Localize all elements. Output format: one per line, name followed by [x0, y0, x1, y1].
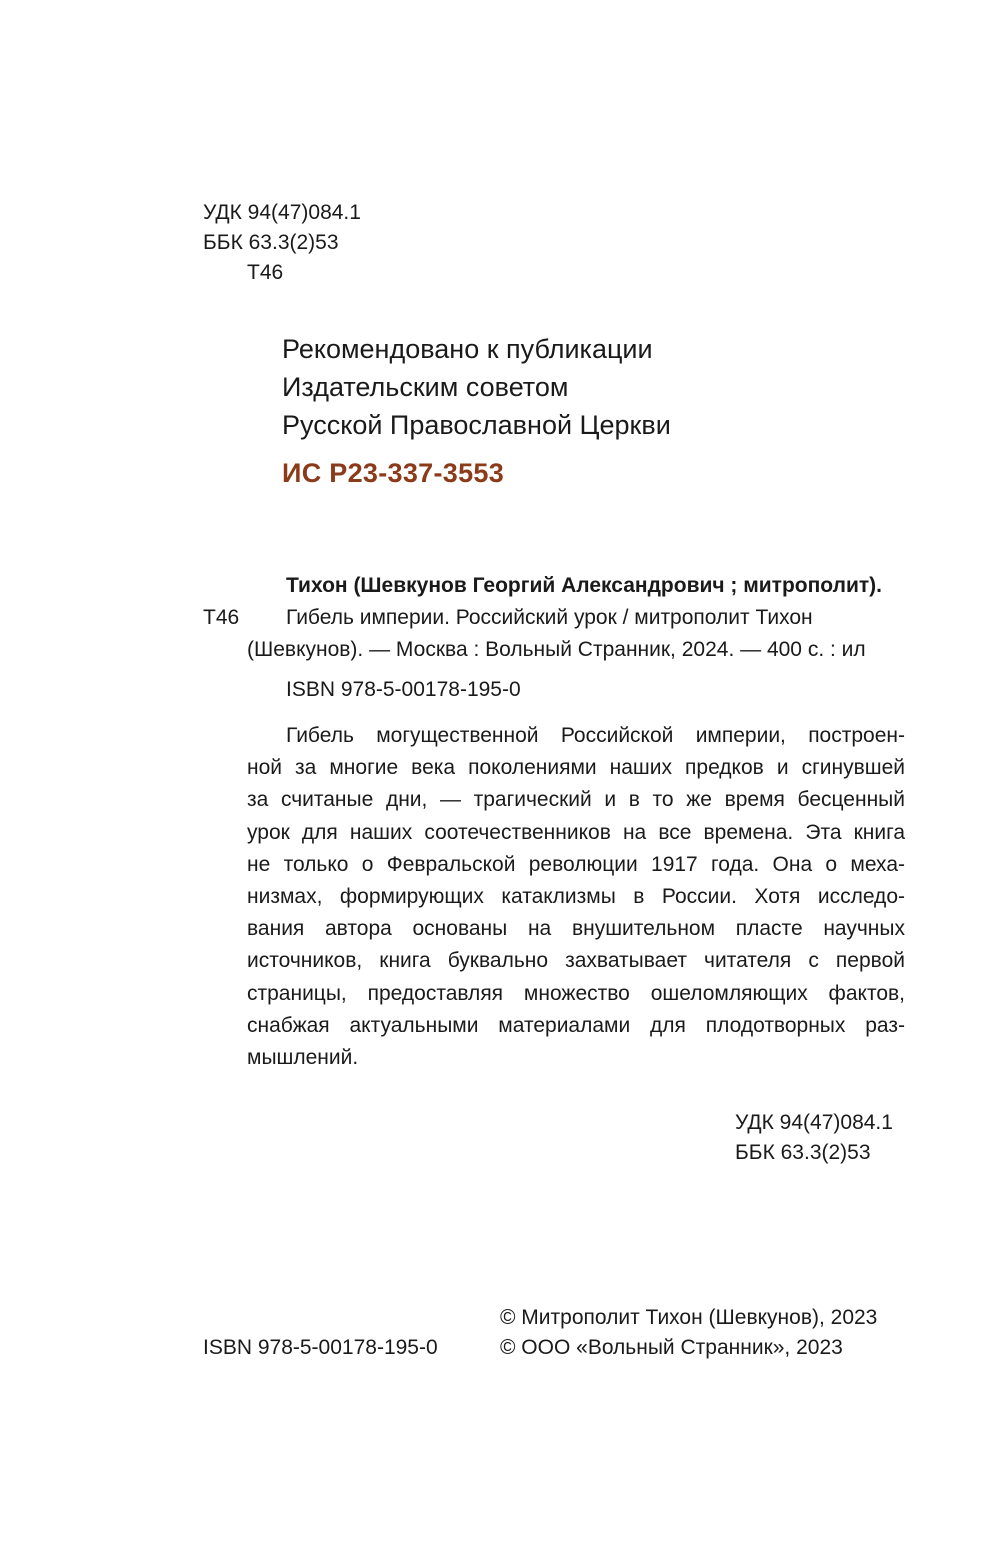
catalog-author: Тихон (Шевкунов Георгий Александрович ; митрополит). — [286, 574, 882, 597]
copyright-publisher: © ООО «Вольный Странник», 2023 — [500, 1336, 843, 1359]
catalog-entry — [247, 570, 905, 706]
catalog-isbn: ISBN 978-5-00178-195-0 — [286, 678, 521, 701]
annotation-line: за считаные дни, — трагический и в то же время бесценный — [247, 788, 905, 812]
catalog-author-sign: Т46 — [203, 606, 240, 629]
header-udk-code: УДК 94(47)084.1 — [203, 201, 361, 224]
annotation-line: источников, книга буквально захватывает читателя с первой — [247, 949, 905, 973]
recommendation-line-3: Русской Православной Церкви — [282, 410, 671, 440]
footer-classification-codes — [735, 1108, 893, 1168]
annotation-line: урок для наших соотечественников на все времена. Эта книга — [247, 820, 905, 844]
header-classification-codes — [203, 198, 361, 288]
header-bbk-code: ББК 63.3(2)53 — [203, 231, 339, 254]
annotation-line: ной за многие века поколениями наших предков и сгинувшей — [247, 756, 905, 780]
recommendation-block — [282, 330, 671, 444]
footer-udk-code: УДК 94(47)084.1 — [735, 1111, 893, 1134]
annotation-line: вания автора основаны на внушительном пласте научных — [247, 917, 905, 941]
catalog-title-line: Гибель империи. Российский урок / митрополит Тихон — [286, 606, 813, 629]
annotation-paragraph — [247, 720, 905, 1074]
footer-bbk-code: ББК 63.3(2)53 — [735, 1141, 871, 1164]
recommendation-line-1: Рекомендовано к публикации — [282, 334, 653, 364]
annotation-line: Гибель могущественной Российской империи, построен- — [286, 724, 905, 747]
annotation-line: низмах, формирующих катаклизмы в России. Хотя исследо- — [247, 885, 905, 909]
imprint-isbn: ISBN 978-5-00178-195-0 — [203, 1336, 438, 1359]
catalog-publication-line: (Шевкунов). — Москва : Вольный Странник, 2024. — 400 с. : ил — [247, 638, 866, 661]
annotation-line: не только о Февральской революции 1917 года. Она о меха- — [247, 852, 905, 876]
copyright-author: © Митрополит Тихон (Шевкунов), 2023 — [500, 1306, 878, 1329]
copyright-block — [500, 1303, 877, 1363]
recommendation-code: ИС Р23-337-3553 — [282, 458, 505, 488]
annotation-line: страницы, предоставляя множество ошеломляющих фактов, — [247, 981, 905, 1005]
header-author-sign: Т46 — [247, 261, 284, 284]
recommendation-line-2: Издательским советом — [282, 372, 569, 402]
annotation-line: мышлений. — [247, 1046, 359, 1070]
annotation-line: снабжая актуальными материалами для плодотворных раз- — [247, 1013, 905, 1037]
